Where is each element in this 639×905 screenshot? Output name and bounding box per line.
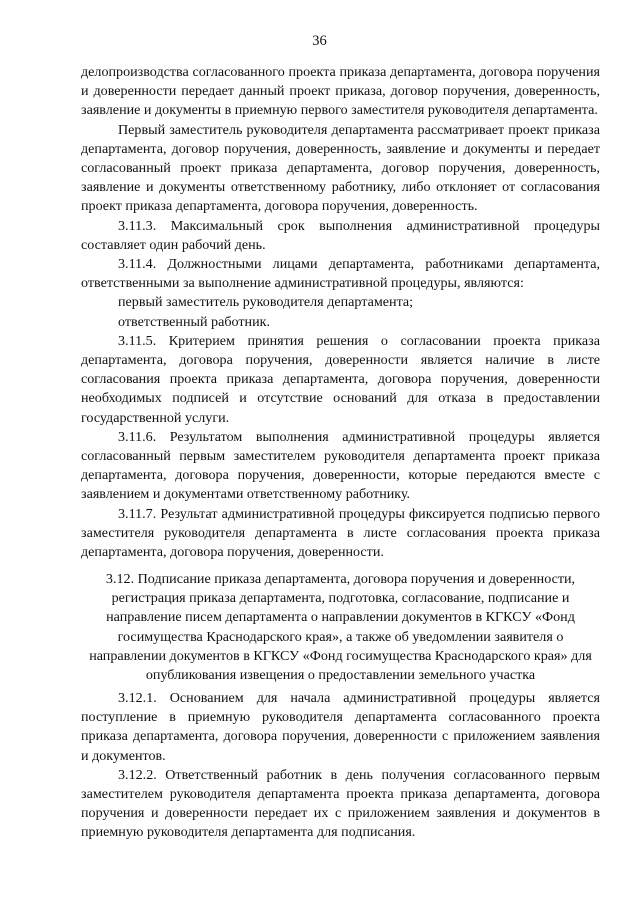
paragraph-first-deputy-review: Первый заместитель руководителя департамента рассматривает проект приказа департамента, договор поручения, доверенность, заявление и документы и передает согласованный проект приказа департамента, договор поручения, доверенность, заявление и документы ответственному работнику, либо отклоняет от согласования проект приказа департамента, договора поручения, доверенность. [81,121,600,215]
list-item-first-deputy: первый заместитель руководителя департамента; [118,294,414,311]
paragraph-3-11-5: 3.11.5. Критерием принятия решения о согласовании проекта приказа департамента, договора поручения, доверенности является наличие в листе согласования проекта приказа департамента, договора поручения, доверенности необходимых подписей и отсутствие оснований для отказа в предоставлении государственной услуги. [81,332,600,426]
paragraph-3-11-7: 3.11.7. Результат административной процедуры фиксируется подписью первого заместителя руководителя департамента в листе согласования проекта приказа департамента, договора поручения, доверенности. [81,505,600,561]
paragraph-3-11-3: 3.11.3. Максимальный срок выполнения административной процедуры составляет один рабочий день. [81,217,600,253]
body-text [81,63,600,562]
list-item-responsible-worker: ответственный работник. [118,313,270,330]
paragraph-3-11-4: 3.11.4. Должностными лицами департамента, работниками департамента, ответственными за выполнение административной процедуры, являются: [81,256,600,292]
section-heading-3-12 [81,570,600,685]
page-number: 36 [312,33,327,49]
paragraph-continuation: делопроизводства согласованного проекта приказа департамента, договора поручения и доверенности передает данный проект приказа, договор поручения, доверенность, заявление и документы в приемную первого заместителя руководителя департамента. [81,64,600,119]
section-heading-text: 3.12. Подписание приказа департамента, договора поручения и доверенности, регистрация приказа департамента, подготовка, согласование, подписание и направление писем департамента о направлении документов в КГКСУ «Фонд госимущества Краснодарского края», а также об уведомлении заявителя о направлении документов в КГКСУ «Фонд госимущества Краснодарского края» для опубликования извещения о предоставлении земельного участка [89,571,592,684]
paragraph-3-12-1: 3.12.1. Основанием для начала административной процедуры является поступление в приемную руководителя департамента согласованного проекта приказа департамента, договора поручения, доверенности с приложением заявления и документов. [81,690,600,764]
paragraph-3-12-2: 3.12.2. Ответственный работник в день получения согласованного первым заместителем руководителя департамента проекта приказа департамента, договора поручения и доверенности передает их с приложением заявления и документов в приемную руководителя департамента для подписания. [81,766,600,841]
paragraph-3-11-6: 3.11.6. Результатом выполнения административной процедуры является согласованный первым заместителем руководителя департамента проект приказа департамента, договора поручения, доверенности, которые передаются вместе с заявлением и документами ответственному работнику. [81,428,600,503]
body-text-section-3-12 [81,689,600,843]
